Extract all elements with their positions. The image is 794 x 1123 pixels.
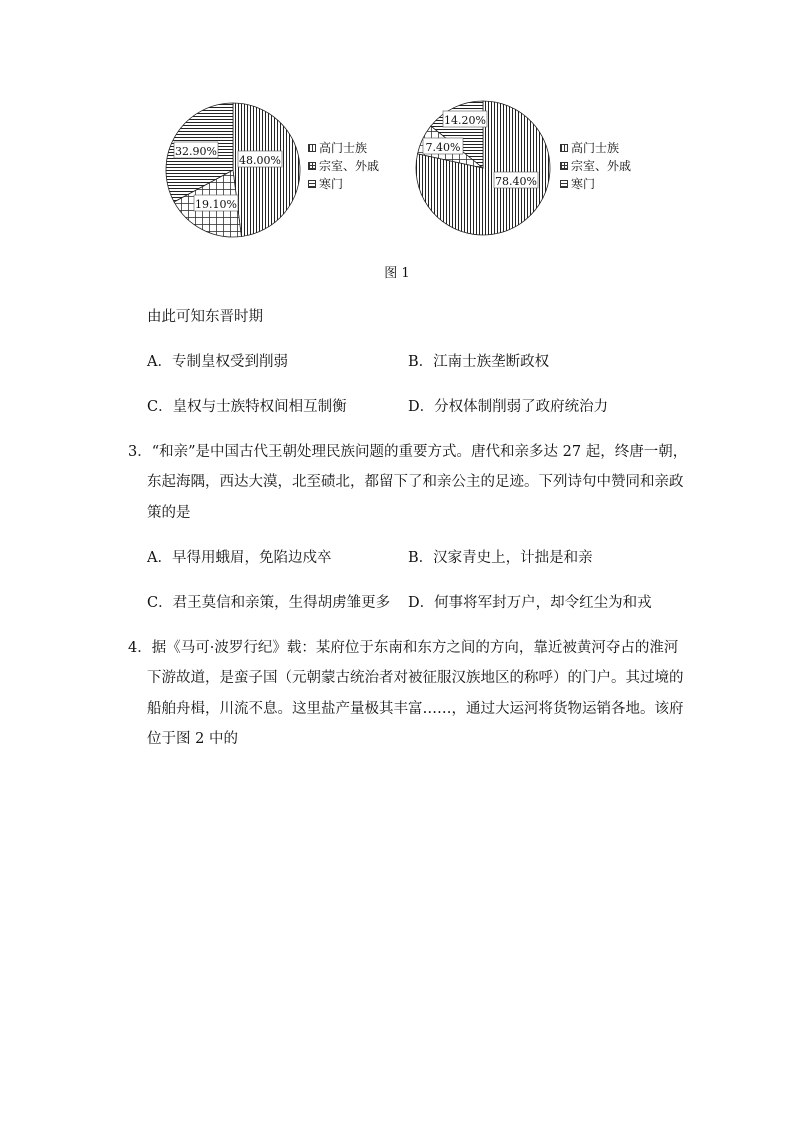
pie-chart-1-svg — [160, 98, 310, 243]
grid-swatch-icon — [560, 162, 568, 170]
q2-stem: 由此可知东晋时期 — [147, 309, 263, 325]
legend-label: 寒门 — [571, 177, 596, 191]
pie-chart-2 — [410, 96, 560, 241]
pie-chart-2-legend — [560, 139, 631, 193]
q3-option-c: C．君王莫信和亲策，生得胡虏雏更多 — [147, 595, 391, 611]
legend-label: 宗室、外戚 — [319, 159, 380, 173]
pie-chart-1-legend — [308, 139, 379, 193]
legend-item-zongshi — [308, 157, 379, 175]
pie-data-label — [494, 172, 538, 188]
vertical-stripe-swatch-icon — [560, 144, 568, 152]
legend-item-gaomen — [560, 139, 631, 157]
horizontal-stripe-swatch-icon — [560, 180, 568, 188]
q4-text-line-3: 船舶舟楫，川流不息。这里盐产量极其丰富……，通过大运河将货物运销各地。该府 — [147, 701, 684, 717]
legend-item-hanmen — [308, 175, 379, 193]
q3-text-line-1: 3．“和亲”是中国古代王朝处理民族问题的重要方式。唐代和亲多达 27 起，终唐一朝， — [128, 444, 688, 460]
horizontal-stripe-swatch-icon — [308, 180, 316, 188]
figure-caption: 图 1 — [384, 266, 410, 281]
q3-option-a: A．早得用蛾眉，免陷边戍卒 — [147, 550, 332, 566]
legend-label: 宗室、外戚 — [571, 159, 632, 173]
legend-label: 高门士族 — [319, 141, 368, 155]
svg-text:19.10%: 19.10% — [195, 198, 237, 211]
q4-text-line-2: 下游故道，是蛮子国（元朝蒙古统治者对被征服汉族地区的称呼）的门户。其过境的 — [147, 670, 684, 686]
svg-text:78.40%: 78.40% — [495, 175, 537, 188]
legend-item-hanmen — [560, 175, 631, 193]
q2-option-b: B．江南士族垄断政权 — [408, 354, 550, 370]
legend-label: 寒门 — [319, 177, 344, 191]
q3-text-line-3: 策的是 — [147, 505, 191, 521]
q2-option-d: D．分权体制削弱了政府统治力 — [408, 399, 609, 415]
pie-data-label — [423, 138, 463, 154]
q4-text-line-1: 4．据《马可·波罗行纪》载：某府位于东南和东方之间的方向，靠近被黄河夺占的淮河 — [128, 640, 679, 656]
pie-data-label — [174, 142, 218, 158]
pie-chart-1 — [160, 98, 310, 243]
svg-text:7.40%: 7.40% — [425, 141, 461, 154]
q3-option-d: D．何事将军封万户，却令红尘为和戎 — [408, 595, 652, 611]
q4-text-line-4: 位于图 2 中的 — [147, 731, 238, 747]
svg-text:32.90%: 32.90% — [175, 145, 217, 158]
legend-item-zongshi — [560, 157, 631, 175]
vertical-stripe-swatch-icon — [308, 144, 316, 152]
q2-option-a: A．专制皇权受到削弱 — [147, 354, 288, 370]
pie-data-label — [238, 151, 282, 167]
pie-chart-2-svg — [410, 96, 560, 241]
q3-option-b: B．汉家青史上，计拙是和亲 — [408, 550, 593, 566]
pie-data-label — [194, 195, 238, 211]
svg-text:48.00%: 48.00% — [239, 154, 281, 167]
grid-swatch-icon — [308, 162, 316, 170]
pie-slice — [233, 103, 300, 236]
q3-text-line-2: 东起海隅，西达大漠，北至碛北，都留下了和亲公主的足迹。下列诗句中赞同和亲政 — [147, 474, 684, 490]
legend-label: 高门士族 — [571, 141, 620, 155]
legend-item-gaomen — [308, 139, 379, 157]
pie-data-label — [443, 111, 487, 127]
q2-option-c: C．皇权与士族特权间相互制衡 — [147, 399, 347, 415]
svg-text:14.20%: 14.20% — [444, 114, 486, 127]
